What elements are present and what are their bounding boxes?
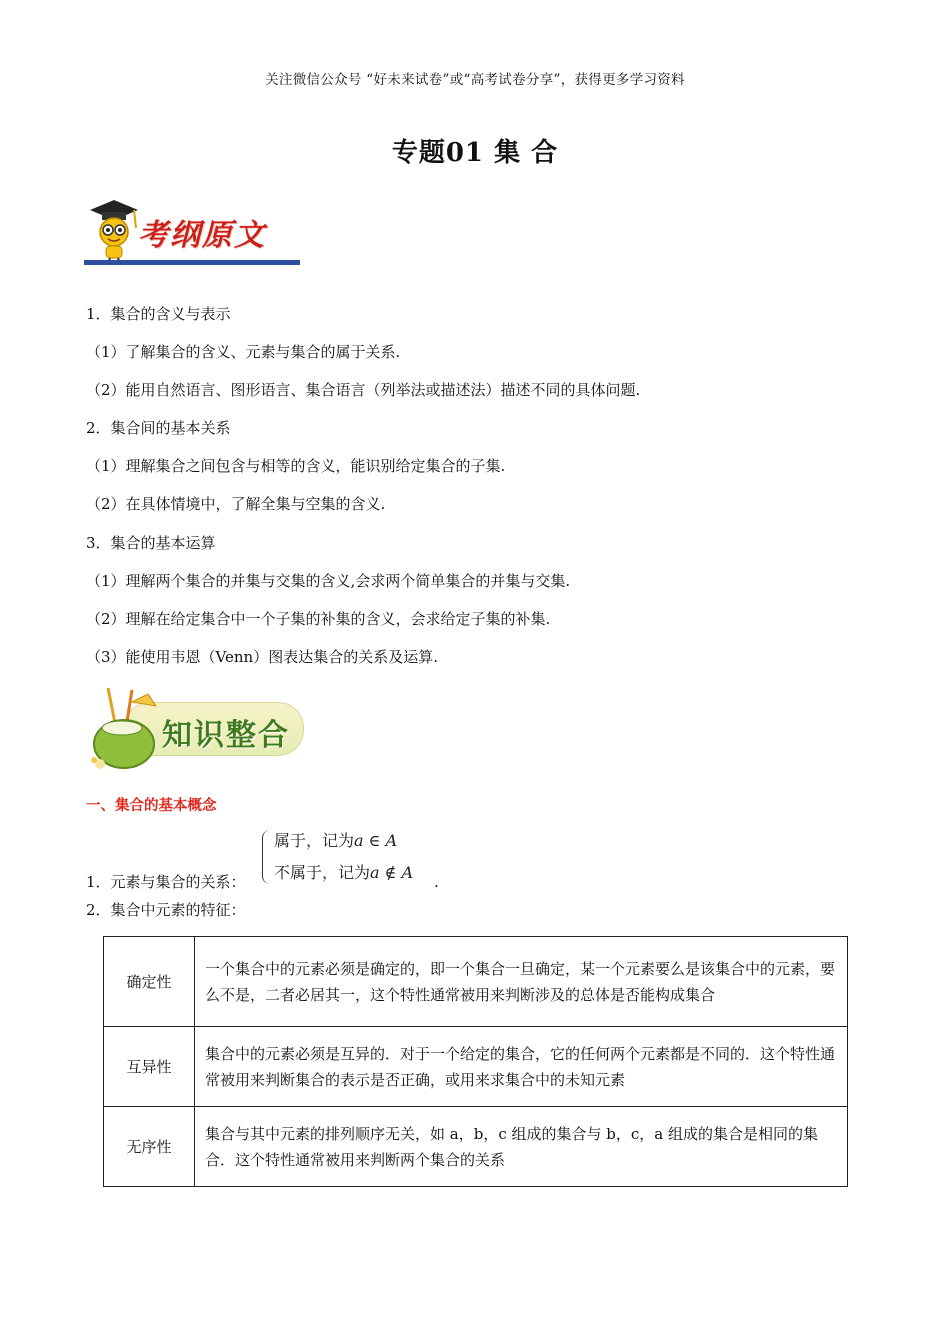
coconut-drink-icon: [86, 684, 162, 772]
syllabus-line: （1）了解集合的含义、元素与集合的属于关系.: [86, 343, 401, 361]
relation-label: 1．元素与集合的关系：: [86, 873, 246, 891]
relation-case-in-text: 属于，记为: [274, 833, 355, 850]
syllabus-banner-title: 考纲原文: [138, 218, 266, 253]
feature-desc: 集合与其中元素的排列顺序无关，如 a，b，c 组成的集合与 b，c，a 组成的集合是相同的集合．这个特性通常被用来判断两个集合的关系: [195, 1107, 848, 1187]
syllabus-line: （3）能使用韦恩（Venn）图表达集合的关系及运算.: [86, 648, 438, 666]
feature-name: 无序性: [104, 1107, 195, 1187]
syllabus-line: （2）在具体情境中，了解全集与空集的含义.: [86, 495, 386, 513]
relation-brace-group: [262, 826, 442, 886]
relation-case-notin-math: a ∉ A: [370, 863, 414, 882]
syllabus-banner: [84, 190, 300, 268]
page-title: 专题01 集 合: [391, 138, 559, 168]
table-row: [104, 1027, 848, 1107]
feature-name: 互异性: [104, 1027, 195, 1107]
syllabus-line: （2）能用自然语言、图形语言、集合语言（列举法或描述法）描述不同的具体问题.: [86, 381, 641, 399]
syllabus-line: 1．集合的含义与表示: [86, 305, 231, 323]
syllabus-line: （1）理解集合之间包含与相等的含义，能识别给定集合的子集.: [86, 457, 506, 475]
section-heading: 一、集合的基本概念: [86, 798, 217, 814]
feature-desc: 一个集合中的元素必须是确定的，即一个集合一旦确定，某一个元素要么是该集合中的元素，要么不是，二者必居其一，这个特性通常被用来判断涉及的总体是否能构成集合: [195, 937, 848, 1027]
syllabus-line: 3．集合的基本运算: [86, 534, 216, 552]
relation-case-notin-text: 不属于，记为: [274, 865, 371, 882]
table-row: [104, 1107, 848, 1187]
banner-underline: [84, 260, 300, 265]
graduate-mascot-icon: [84, 194, 144, 266]
relation-case-notin: [274, 860, 413, 883]
knowledge-banner: [84, 684, 304, 772]
features-label: 2．集合中元素的特征：: [86, 901, 246, 919]
syllabus-line: （2）理解在给定集合中一个子集的补集的含义，会求给定子集的补集.: [86, 610, 551, 628]
syllabus-line: 2．集合间的基本关系: [86, 419, 231, 437]
table-row: [104, 937, 848, 1027]
relation-case-in-math: a ∈ A: [354, 831, 398, 850]
relation-period: .: [434, 873, 439, 891]
knowledge-banner-title: 知识整合: [162, 718, 290, 753]
feature-name: 确定性: [104, 937, 195, 1027]
features-table: [103, 936, 848, 1187]
relation-case-in: [274, 828, 397, 851]
left-brace: [262, 830, 271, 884]
syllabus-line: （1）理解两个集合的并集与交集的含义,会求两个简单集合的并集与交集.: [86, 572, 571, 590]
header-note: 关注微信公众号 “好未来试卷”或“高考试卷分享”，获得更多学习资料: [265, 72, 685, 88]
feature-desc: 集合中的元素必须是互异的．对于一个给定的集合，它的任何两个元素都是不同的．这个特性通常被用来判断集合的表示是否正确，或用来求集合中的未知元素: [195, 1027, 848, 1107]
